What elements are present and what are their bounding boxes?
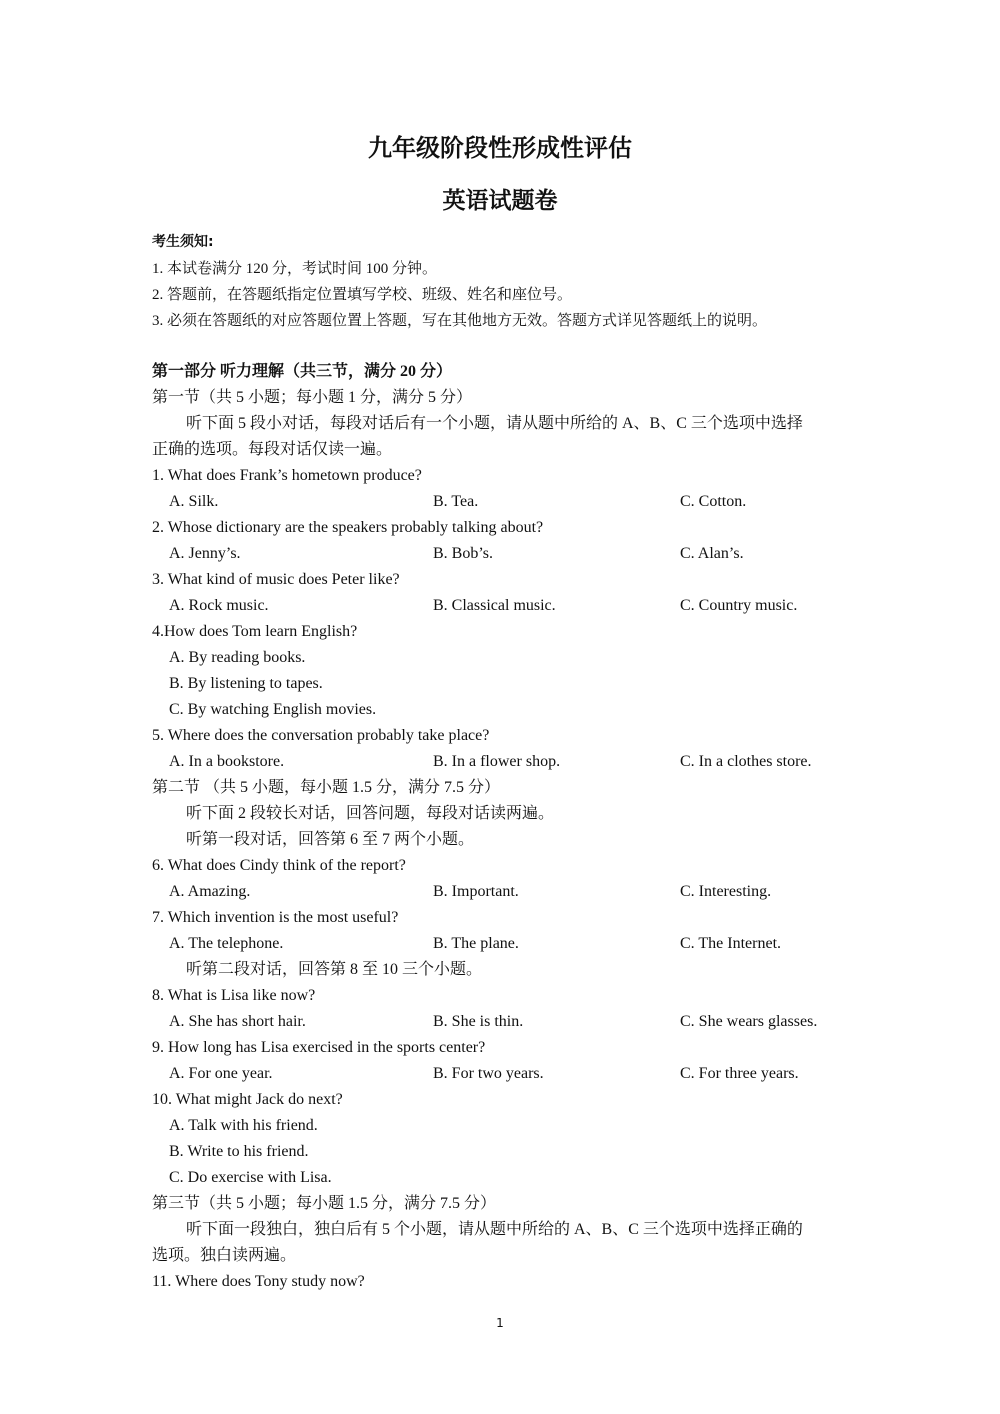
option-c: C. She wears glasses. [680, 1013, 818, 1030]
options-row-5 [152, 749, 872, 775]
spacer [152, 334, 872, 359]
section1-instruction-line1: 听下面 5 段小对话，每段对话后有一个小题，请从题中所给的 A、B、C 三个选项中选择 [186, 415, 803, 432]
question-3: 3. What kind of music does Peter like? [152, 571, 400, 588]
option-b: B. For two years. [433, 1065, 544, 1082]
dialogue1-note: 听第一段对话，回答第 6 至 7 两个小题。 [186, 831, 475, 848]
exam-subtitle: 英语试题卷 [442, 188, 558, 214]
notice-item-1: 1. 本试卷满分 120 分，考试时间 100 分钟。 [152, 261, 438, 277]
question-10: 10. What might Jack do next? [152, 1091, 343, 1108]
options-row-6 [152, 879, 872, 905]
section1-heading: 第一节（共 5 小题；每小题 1 分，满分 5 分） [152, 389, 473, 406]
dialogue2-note: 听第二段对话，回答第 8 至 10 三个小题。 [186, 961, 483, 978]
option-c: C. Cotton. [680, 493, 747, 510]
option-c: C. Do exercise with Lisa. [169, 1169, 332, 1186]
option-c: C. Country music. [680, 597, 798, 614]
option-a: A. Silk. [169, 493, 219, 510]
option-b: B. Tea. [433, 493, 479, 510]
section3-instruction-line1: 听下面一段独白，独白后有 5 个小题，请从题中所给的 A、B、C 三个选项中选择正确的 [186, 1221, 803, 1238]
question-2: 2. Whose dictionary are the speakers probably talking about? [152, 519, 544, 536]
option-b: B. Important. [433, 883, 519, 900]
page-number: 1 [496, 1316, 504, 1330]
notice-item-2: 2. 答题前，在答题纸指定位置填写学校、班级、姓名和座位号。 [152, 287, 573, 303]
section2-instruction: 听下面 2 段较长对话，回答问题，每段对话读两遍。 [186, 805, 555, 822]
option-a: A. Talk with his friend. [169, 1117, 318, 1134]
option-a: A. Rock music. [169, 597, 269, 614]
option-b: B. She is thin. [433, 1013, 524, 1030]
options-row-8 [152, 1009, 872, 1035]
option-a: A. Amazing. [169, 883, 251, 900]
question-6: 6. What does Cindy think of the report? [152, 857, 406, 874]
question-11: 11. Where does Tony study now? [152, 1273, 365, 1290]
notice-heading: 考生须知: [152, 234, 214, 250]
option-c: C. Alan’s. [680, 545, 744, 562]
question-1: 1. What does Frank’s hometown produce? [152, 467, 422, 484]
section3-heading: 第三节（共 5 小题；每小题 1.5 分，满分 7.5 分） [152, 1195, 497, 1212]
question-9: 9. How long has Lisa exercised in the sports center? [152, 1039, 486, 1056]
option-c: C. The Internet. [680, 935, 782, 952]
options-row-9 [152, 1061, 872, 1087]
question-4: 4.How does Tom learn English? [152, 623, 358, 640]
option-a: A. The telephone. [169, 935, 284, 952]
options-row-1 [152, 489, 872, 515]
question-7: 7. Which invention is the most useful? [152, 909, 399, 926]
option-c: C. In a clothes store. [680, 753, 812, 770]
option-b: B. Write to his friend. [169, 1143, 309, 1160]
question-5: 5. Where does the conversation probably take place? [152, 727, 490, 744]
options-row-3 [152, 593, 872, 619]
option-a: A. For one year. [169, 1065, 273, 1082]
option-c: C. For three years. [680, 1065, 799, 1082]
option-b: B. In a flower shop. [433, 753, 561, 770]
question-8: 8. What is Lisa like now? [152, 987, 316, 1004]
notice-item-3: 3. 必须在答题纸的对应答题位置上答题，写在其他地方无效。答题方式详见答题纸上的说明。 [152, 313, 768, 329]
option-a: A. In a bookstore. [169, 753, 285, 770]
options-row-7 [152, 931, 872, 957]
option-b: B. Bob’s. [433, 545, 494, 562]
option-c: C. Interesting. [680, 883, 772, 900]
option-b: B. Classical music. [433, 597, 556, 614]
exam-content [152, 228, 872, 1295]
option-c: C. By watching English movies. [169, 701, 377, 718]
options-row-2 [152, 541, 872, 567]
option-b: B. By listening to tapes. [169, 675, 323, 692]
part1-heading: 第一部分 听力理解（共三节，满分 20 分） [152, 363, 453, 380]
section2-heading: 第二节 （共 5 小题，每小题 1.5 分，满分 7.5 分） [152, 779, 501, 796]
section3-instruction-line2: 选项。独白读两遍。 [152, 1247, 297, 1264]
exam-title: 九年级阶段性形成性评估 [368, 134, 632, 162]
option-a: A. Jenny’s. [169, 545, 241, 562]
option-b: B. The plane. [433, 935, 519, 952]
section1-instruction-line2: 正确的选项。每段对话仅读一遍。 [152, 441, 393, 458]
option-a: A. She has short hair. [169, 1013, 306, 1030]
option-a: A. By reading books. [169, 649, 306, 666]
